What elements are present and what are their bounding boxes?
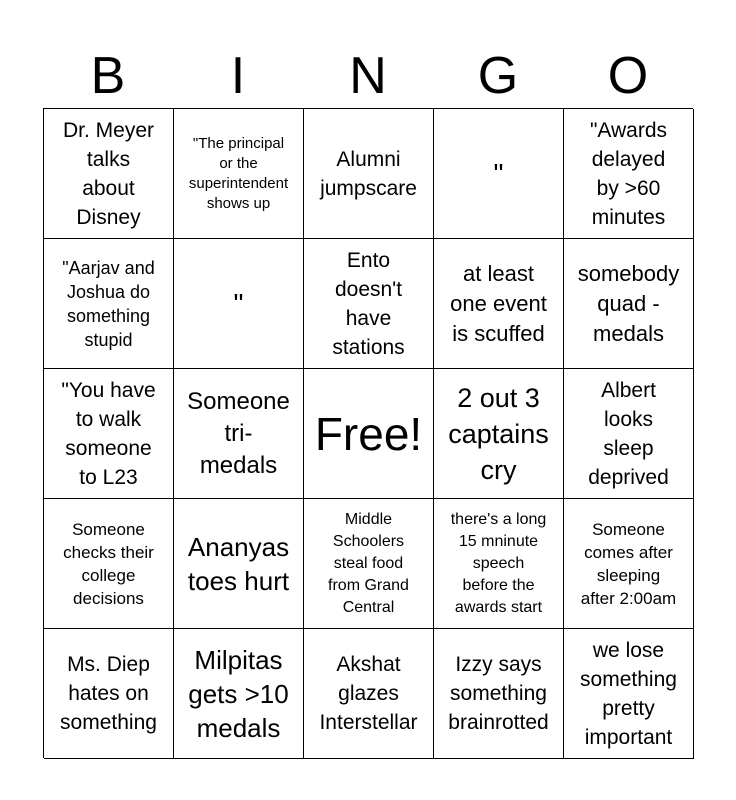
bingo-cell-r4-c1[interactable] [174,629,304,759]
cell-text: at least one event is scuffed [450,260,547,346]
bingo-header [43,42,693,108]
bingo-cell-r1-c2[interactable] [304,239,434,369]
bingo-cell-r4-c2[interactable] [304,629,434,759]
cell-text: Middle Schoolers steal food from Grand Central [328,510,409,616]
bingo-cell-r3-c1[interactable] [174,499,304,629]
bingo-cell-r3-c0[interactable] [44,499,174,629]
bingo-cell-r1-c3[interactable] [434,239,564,369]
cell-text: " [233,287,244,319]
bingo-board [43,108,693,758]
cell-text: Ento doesn't have stations [332,248,405,359]
header-letter-g: G [477,47,519,105]
cell-text: Someone comes after sleeping after 2:00am [580,519,677,608]
bingo-cell-r1-c4[interactable] [564,239,694,369]
bingo-cell-r2-c3[interactable] [434,369,564,499]
bingo-cell-r4-c0[interactable] [44,629,174,759]
cell-text: " [493,157,504,189]
cell-text: 2 out 3 captains cry [448,382,549,485]
bingo-cell-r0-c4[interactable] [564,109,694,239]
bingo-cell-r3-c4[interactable] [564,499,694,629]
bingo-cell-r0-c3[interactable] [434,109,564,239]
cell-text: Albert looks sleep deprived [588,378,669,489]
cell-text: "You have to walk someone to L23 [61,378,156,489]
cell-text: Akshat glazes Interstellar [319,653,418,734]
bingo-cell-r1-c0[interactable] [44,239,174,369]
header-letter-o: O [607,47,649,105]
cell-text: we lose something pretty important [580,638,677,749]
header-letter-n: N [349,47,387,105]
cell-text: Ms. Diep hates on something [60,653,157,734]
cell-text: Izzy says something brainrotted [448,653,549,734]
bingo-cell-r2-c4[interactable] [564,369,694,499]
bingo-cell-r3-c2[interactable] [304,499,434,629]
free-space-text: Free! [314,407,423,460]
cell-text: there's a long 15 mninute speech before the awards start [450,510,547,616]
bingo-cell-r4-c3[interactable] [434,629,564,759]
cell-text: Ananyas toes hurt [187,531,290,596]
cell-text: Someone tri- medals [187,387,290,479]
bingo-cell-r3-c3[interactable] [434,499,564,629]
bingo-cell-r4-c4[interactable] [564,629,694,759]
header-letter-i: I [230,47,246,105]
bingo-cell-r0-c0[interactable] [44,109,174,239]
cell-text: "Awards delayed by >60 minutes [589,118,668,229]
cell-text: Someone checks their college decisions [63,519,154,608]
cell-text: Milpitas gets >10 medals [188,644,289,743]
bingo-cell-r0-c1[interactable] [174,109,304,239]
bingo-cell-r0-c2[interactable] [304,109,434,239]
cell-text: Alumni jumpscare [320,147,417,200]
bingo-cell-r2-c0[interactable] [44,369,174,499]
cell-text: somebody quad - medals [577,260,680,346]
cell-text: "The principal or the superintendent shows up [188,134,289,212]
bingo-cell-r2-c1[interactable] [174,369,304,499]
bingo-cell-r1-c1[interactable] [174,239,304,369]
bingo-cell-free[interactable] [304,369,434,499]
header-letter-b: B [90,47,126,105]
cell-text: Dr. Meyer talks about Disney [62,118,154,229]
cell-text: "Aarjav and Joshua do something stupid [62,257,155,350]
